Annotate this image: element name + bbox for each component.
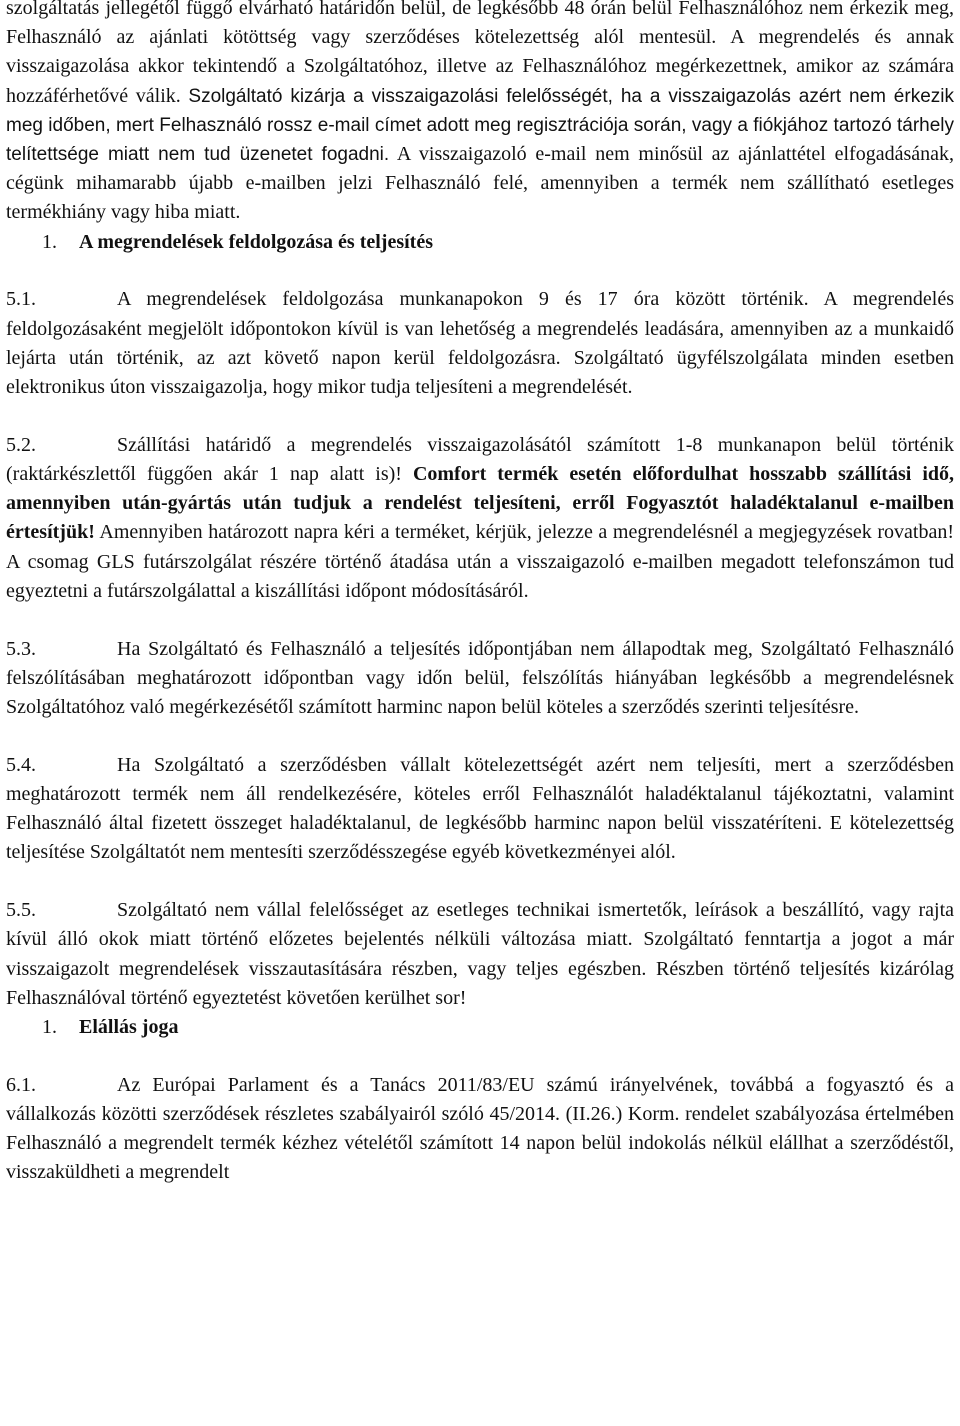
paragraph-5-3 — [6, 635, 954, 723]
intro-text-3: A visszaigazoló e-mail nem minősül az ajánlattétel elfogadásának, cégünk mihamarabb újabb e-mailben jelzi Felhasználó felé, amennyiben a termék nem szállítható esetleges termékhiány vagy hiba miatt. — [6, 143, 954, 224]
paragraph-text: A megrendelések feldolgozása munkanapokon 9 és 17 óra között történik. A megrendelés feldolgozásaként megjelölt időpontokon kívül is van lehetőség a megrendelés leadására, amennyiben az a munkaidő lejárta után történik, az azt követő napon kerül feldolgozásra. Szolgáltató ügyfélszolgálata minden esetben elektronikus úton visszaigazolja, hogy mikor tudja teljesíteni a megrendelését. — [6, 288, 954, 399]
section-heading-processing — [6, 228, 954, 257]
intro-text-2: Szolgáltató kizárja a visszaigazolási felelősségét, ha a visszaigazolás azért nem érkezik meg időben, mert Felhasználó rossz e-mail címet adott meg regisztrációja során, vagy a fiókjához tartozó tárhely telítettsége miatt nem tud üzenetet fogadni. — [6, 85, 954, 166]
section-heading-number: 1. — [42, 230, 57, 253]
paragraph-text: Szolgáltató nem vállal felelősséget az esetleges technikai ismertetők, leírások a beszállító, vagy rajta kívül álló okok miatt történő előzetes bejelentés nélküli változása miatt. Szolgáltató fenntartja a jogot a már visszaigazolt megrendelések visszautasítására részben, vagy teljes egészben. Részben történő teljesítés kizárólag Felhasználóval történő egyeztetést követően kerülhet sor! — [6, 899, 954, 1009]
paragraph-text: Ha Szolgáltató és Felhasználó a teljesítés időpontjában nem állapodtak meg, Szolgáltató Felhasználó felszólításában meghatározott időpontban vagy időn belül, felszólítás hiányában legkésőbb a megrendelésnek Szolgáltatóhoz való megérkezésétől számított harminc napon belül köteles a szerződés szerinti teljesítésre. — [6, 637, 954, 719]
intro-text-1: szolgáltatás jellegétől függő elvárható határidőn belül, de legkésőbb 48 órán belül Felhasználóhoz nem érkezik meg, Felhasználó az ajánlati kötöttség vagy szerződéses kötelezettség alól mentesül. A megrendelés és annak visszaigazolása akkor tekintendő a Szolgáltatóhoz, illetve az Felhasználóhoz megérkezettnek, amikor az számára hozzáférhetővé válik. — [6, 0, 954, 107]
section-heading-title: A megrendelések feldolgozása és teljesítés — [79, 230, 433, 253]
paragraph-5-1 — [6, 285, 954, 402]
paragraph-number: 5.4. — [6, 753, 36, 776]
paragraph-number: 5.2. — [6, 433, 36, 456]
intro-paragraph — [6, 0, 954, 228]
paragraph-number: 5.3. — [6, 637, 36, 660]
paragraph-text: Szállítási határidő a megrendelés visszaigazolásától számított 1-8 munkanapon belül történik (raktárkészlettől függően akár 1 nap alatt is)! — [6, 433, 954, 486]
section-heading-withdrawal — [6, 1013, 954, 1042]
section-heading-title: Elállás joga — [79, 1016, 179, 1039]
paragraph-text-continued: Amennyiben határozott napra kéri a terméket, kérjük, jelezze a megrendelésnél a megjegyzések rovatban! A csomag GLS futárszolgálat részére történő átadása után a visszaigazoló e-mailben megadott telefonszámon tud egyeztetni a futárszolgálattal a kiszállítási időpont módosításáról. — [6, 521, 955, 602]
paragraph-bold-text: Comfort termék esetén előfordulhat hosszabb szállítási idő, amennyiben után-gyártás után tudjuk a rendelést teljesíteni, erről Fogyasztót haladéktalanul e-mailben értesítjük! — [6, 463, 954, 544]
paragraph-number: 6.1. — [6, 1073, 36, 1096]
document-page — [6, 0, 954, 1188]
paragraph-number: 5.1. — [6, 288, 36, 311]
paragraph-text: Az Európai Parlament és a Tanács 2011/83/EU számú irányelvének, továbbá a fogyasztó és a vállalkozás közötti szerződések részletes szabályairól szóló 45/2014. (II.26.) Korm. rendelet szabályozása értelmében Felhasználó a megrendelt termék kézhez vételétől számított 14 napon belül indokolás nélkül elállhat a szerződéstől, visszaküldheti a megrendelt — [6, 1073, 954, 1184]
paragraph-5-2 — [6, 431, 954, 606]
paragraph-6-1 — [6, 1071, 954, 1188]
paragraph-number: 5.5. — [6, 899, 36, 922]
paragraph-5-5 — [6, 896, 954, 1013]
section-heading-number: 1. — [42, 1016, 57, 1039]
paragraph-5-4 — [6, 751, 954, 868]
paragraph-text: Ha Szolgáltató a szerződésben vállalt kötelezettségét azért nem teljesíti, mert a szerződésben meghatározott termék nem áll rendelkezésére, köteles erről Felhasználót haladéktalanul tájékoztatni, valamint Felhasználó által fizetett összeget haladéktalanul, de legkésőbb harminc napon belül visszatéríteni. E kötelezettség teljesítése Szolgáltatót nem mentesíti szerződésszegése egyéb következményei alól. — [6, 753, 954, 864]
